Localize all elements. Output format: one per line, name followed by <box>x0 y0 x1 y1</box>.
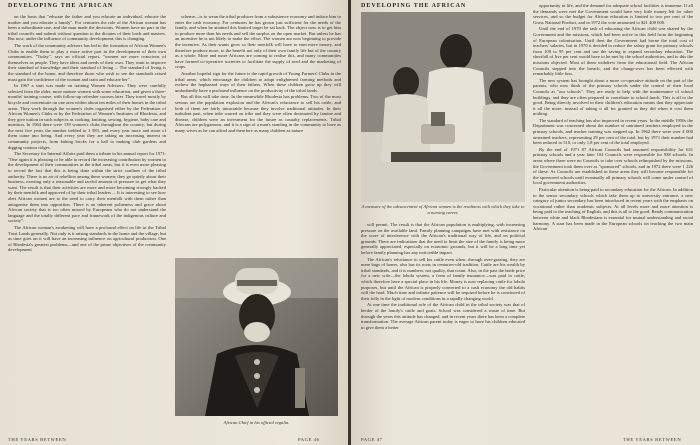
right-page-number: PAGE 47 <box>361 437 383 442</box>
paragraph: will permit. The result is that the African population is multiplying, with increasing pressure on the available land. Family planning campaigns have met with resistance on the score of interference with the African's traditional way of life, and on political grounds. There are indications that the need to limit the size of the family is being more generally appreciated, especially on economic grounds, but it will be a long time yet before family planning has any noticeable impact. <box>361 222 525 255</box>
paragraph: By the end of 1971 87 African Councils had assumed responsibility for 631 primary schools and a year later 104 Councils were responsible for 938 schools. In areas where there were no Councils to take over schools relinquished by the missions, the Government took them over as "sponsored" schools, and in 1972 there were 1 226 of these. As Councils are established in these areas they will become responsible for the sponsored schools until eventually all primary schools will come under control of local government authorities. <box>533 146 693 186</box>
right-running-header: DEVELOPING THE AFRICAN <box>361 3 467 9</box>
paragraph: The African's reluctance to sell his cattle even when, through over-grazing, they are mere bags of bones, also has its roots in centuries-old tradition. Cattle are his wealth by tribal standards, and it is numbers, not quality, that count. Also, in the past the bride price for a new wife—the lobola system, a form of family insurance—was paid in cattle, which therefore have a special place in his life. Money is now replacing cattle for lobola purposes, but until the African is properly converted to a cash economy the old habits will die hard. Much time and infinite patience will be required before he is convinced of their folly in the light of modern conditions in a rapidly changing world. <box>361 256 525 301</box>
paragraph: In 1967 a start was made on training Women Advisers. They were carefully selected from the older, more mature women with some education, and given a three-months' training course, with follow-up refresher courses later. They travel mostly by bicycle and concentrate on one area within about ten miles of their homes in the tribal areas. They work through the women's clubs organised either by the Federation of African Women's Clubs or by the Federation of Women's Institutes of Rhodesia, and they give tuition in such subjects as cooking, knitting, sewing, hygiene, baby care and nutrition. In 1964 there were 139 women's clubs throughout the country, but during the next five years the number trebled to 1 583, and every year more and more of them come into being. And every year they are taking an increasing interest in community projects, from baking bricks for a hall to making club gardens and digging contour ridges. <box>8 83 166 150</box>
paragraph: The new system has brought about a more co-operative attitude on the part of the parents, who now think of the primary schools under the control of their local Councils as "our schools". They are ready to help with the maintenance of school buildings, and they are often prepared to contribute to school funds. This is all to the good. Being directly involved in their children's education means that they appreciate it all the more, instead of taking it all for granted as they did when it cost them nothing. <box>533 77 693 117</box>
paragraph: on the basis that "educate the father and you educate an individual, educate the mother and you educate a family". For centuries the role of the African woman has been a subordinate one, and the man made the decisions. Women have no part in the tribal councils and submit without question to the dictates of their lords and masters. But now, under the influence of community development, this is changing. <box>8 14 166 42</box>
left-page-number: PAGE 46 <box>298 437 320 442</box>
paragraph: scheme—is to wean the tribal producer from a subsistence economy and induce him to enter the cash economy. For centuries he has grown just sufficient for the needs of the family, and when he attained this limited target he sat back. The object now is to get him to produce more than his needs and sell the surplus on the open market. But unless he has an incentive he is not likely to make the effort. The women are now beginning to provide the incentive. As their wants grow so their menfolk will have to earn more money, and therefore produce more, to the benefit not only of their own family life but of the country as a whole. More and more Africans are coming to realise this, and many communities have formed co-operative societies to facilitate the supply of seed and the marketing of crops. <box>175 14 341 70</box>
paragraph: The standard of teaching has also improved in recent years. In the middle 1950s the Department was concerned about the number of untrained teachers employed in the primary schools, and teacher training was stepped up. In 1962 there were over 4 000 untrained teachers, representing 29 per cent of the total, but by 1971 their number had been reduced to 510, or only 1,8 per cent of the total employed. <box>533 117 693 146</box>
paragraph: The African woman's awakening will have a profound effect on life in the Tribal Trust Lands generally. Not only is it raising standards in the home and the village, but as time goes on it will have an increasing influence on agricultural production. One of Rhodesia's greatest problems—and one of the prime objectives of the community development <box>8 224 166 253</box>
nurse-photo-caption: A measure of the advancement of African women is the readiness with which they take to a nursing career. <box>361 204 525 215</box>
paragraph: opportunity in life, and the demand for adequate school facilities is immense. If all the demands were met the Government would have very little money left for other services, and so the budget for African education is limited to two per cent of the Gross National Product, and in 1972 the vote amounted to $21 400 000. <box>533 3 693 25</box>
left-footer-title: THE YEARS BETWEEN <box>8 437 67 442</box>
left-page <box>0 0 349 445</box>
left-column-1 <box>8 14 166 434</box>
nursing-students-image <box>361 12 525 202</box>
left-running-header: DEVELOPING THE AFRICAN <box>8 3 114 9</box>
paragraph: Particular attention is being paid to secondary education for the African. In addition to the senior secondary schools which take them up to university entrance, a new category of junior secondary has been introduced in recent years with the emphasis on vocational rather than academic subjects. At all levels more and more attention is being paid to the teaching of English, and this is all to the good. Ready communication between white and black Rhodesians is essential for mutual understanding and racial harmony. A start has been made in the European schools on teaching the two main African <box>533 187 693 232</box>
paragraph: But all this will take time. In the meanwhile Rhodesia has problems. Two of the most serious are the population explosion and the African's reluctance to sell his cattle, and both of them are fairly intractable because they involve traditional attitudes. In their turbulent past, when tribe warred on tribe and they were often decimated by famine and disease, children were an investment for the future as casualty replacements. Tribal Africans are polygamous, and it is a sign of a man's standing in the community to have as many wives as he can afford and therefore as many children as nature <box>175 94 341 133</box>
nurse-photo <box>361 12 525 202</box>
chief-portrait-image <box>175 258 338 416</box>
right-column-2 <box>533 3 693 435</box>
chief-photo-caption: African Chief in his official regalia. <box>223 420 290 425</box>
paragraph: The Secretary for Internal Affairs paid them a tribute in his annual report for 1971: "One again it is pleasing to be able to record the increasing contribution by women to the development of their communities in the tribal areas, but it is even more pleasing to record the fact that this is being done within the strict confines of the tribal authority. There is no air of rebellion among these women; they go quietly about their business, exerting only a reasonable and tactful amount of pressure to get what they want. The result is that their activities are more and more becoming strongly backed by their menfolk and approved of by their tribal leaders ... It is interesting to see how alert African women are to the need to carry their menfolk with them rather than antagonise them into opposition. There is an inherent politeness and grace about African society that is too often missed by Europeans who do not understand the language and the totally different pace and framework of the indigenous culture and society". <box>8 151 166 224</box>
paragraph: Another hopeful sign for the future is the rapid growth of Young Farmers' Clubs in the tribal areas, which encourage the children to adopt enlightened farming methods and eschew the haphazard ways of their fathers. When these children grow up they will undoubtedly have a profound influence on the productivity of the tribal lands. <box>175 70 341 93</box>
left-column-2 <box>175 14 341 214</box>
paragraph: Until the end of 1970 the task of educating the African child was shared by the Government and the missions, which had been active in this field from the beginning of European colonisation. Until then the Government had borne the total cost of teachers' salaries, but in 1970 it decided to reduce the salary grant for primary schools from 100 to 95 per cent and use the saving to expand secondary education. The shortfall of five per cent would have to be met by the school authorities, and to this the missions objected. Most of them withdrew from the educational field. The African Councils stepped into the breach, and the change-over has been effected with remarkably little fuss. <box>533 26 693 77</box>
right-page <box>351 0 700 445</box>
paragraph: The work of the community advisers has led to the formation of African Women's Clubs to enable them to play a more active part in the development of their own communities. "Today", says an official report, "women are more conscious of themselves as people. They have ideas and needs of their own. They want to improve their standard of knowledge and their standard of living ... The standard of living is the standard of the home, and therefore those who wish to see the standards raised must gain the confidence of the woman and train and educate her". <box>8 42 166 82</box>
paragraph: At one time the traditional role of the African child in the tribal society was that of herder of the family's cattle and goats. School was considered a waste of time. But through the years this attitude has changed, and in recent years there has been a complete transformation. The average African parent today is eager to have his children educated to give them a better <box>361 302 525 330</box>
right-column-1 <box>361 222 525 435</box>
right-footer-title: THE YEARS BETWEEN <box>623 437 682 442</box>
chief-photo <box>175 258 338 416</box>
